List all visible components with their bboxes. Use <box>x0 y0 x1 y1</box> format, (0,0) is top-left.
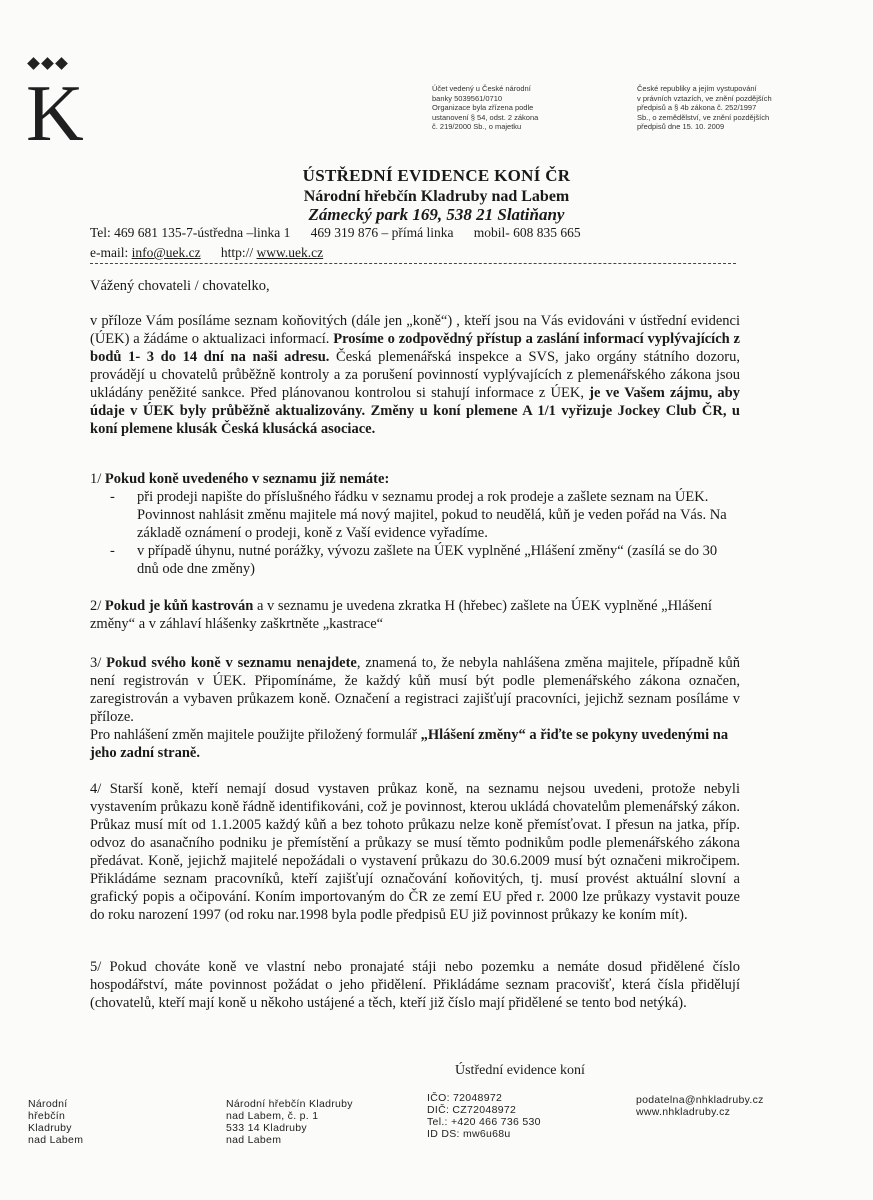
footer-line: Tel.: +420 466 736 530 <box>427 1116 541 1128</box>
web-link[interactable]: www.uek.cz <box>256 245 324 260</box>
greeting: Vážený chovateli / chovatelko, <box>90 278 270 294</box>
point-2 <box>90 597 740 633</box>
form-note-text: Pro nahlášení změn majitele použijte přiložený formulář <box>90 727 421 743</box>
footer-line: Kladruby <box>28 1122 72 1134</box>
phone-line: Tel: 469 681 135-7-ústředna –linka 1 469 319 876 – přímá linka mobil- 608 835 665 <box>90 225 581 240</box>
intro-paragraph <box>90 312 740 438</box>
intro-text: Česká plemenářská inspekce a SVS, jako orgány státního dozoru, provádějí u chovatelů průběžně kontroly a za porušení povinností vyplývajících z plemenářského zákona jsou ukládány peněžité sankce. Před plánovanou kontrolou si stahují informace z ÚEK, <box>90 349 740 401</box>
intro-text: v příloze Vám posíláme seznam koňovitých (dále jen „koně“) , kteří jsou na Vás evidováni v ústřední evidenci (ÚEK) a žádáme o aktualizaci informací. <box>90 313 740 347</box>
point-number: 1/ <box>90 471 105 487</box>
legal-info-line: předpisů a § 4b zákona č. 252/1997 <box>637 103 757 112</box>
footer-web[interactable]: www.nhkladruby.cz <box>636 1106 731 1118</box>
org-address: Zámecký park 169, 538 21 Slatiňany <box>308 205 565 224</box>
point-number: 2/ <box>90 598 105 614</box>
legal-info-line: předpisů dne 15. 10. 2009 <box>637 122 725 131</box>
bullet-dash: - <box>110 543 115 559</box>
org-subtitle: Národní hřebčín Kladruby nad Labem <box>303 188 570 205</box>
bullet-text: při prodeji napište do příslušného řádku v seznamu prodej a rok prodeje a zašlete seznam na ÚEK. Povinnost nahlásit změnu majitele má nový majitel, pokud to neudělá, kůň je veden pořád na Vás. Na základě oznámení o prodeji, koně z Vaší evidence vyřadíme. <box>137 489 727 541</box>
point-title: Pokud svého koně v seznamu nenajdete <box>106 655 357 671</box>
diamond-icon <box>41 57 54 70</box>
legal-info-line: České republiky a jejím vystupování <box>637 84 757 93</box>
form-note-emphasis: „Hlášení změny“ a řiďte se pokyny uvedenými na jeho zadní straně. <box>90 727 729 761</box>
bank-info-line: Organizace byla zřízena podle <box>432 103 534 112</box>
diamond-icon <box>27 57 40 70</box>
email-web-line <box>90 245 323 261</box>
email-label: e-mail: <box>90 245 129 260</box>
point-5: 5/ Pokud chováte koně ve vlastní nebo pronajaté stáji nebo pozemku a nemáte dosud přidělené číslo hospodářství, máte povinnost požádat o jeho přidělení. Přikládáme seznam pracovišť, která čísla přidělují (chovatelů, kteří mají koně u někoho ustájené a těch, kteří již číslo mají přidělené se tento bod netýká). <box>90 959 740 1011</box>
bank-info-line: banky 5039561/0710 <box>432 93 503 103</box>
footer-line: nad Labem <box>226 1134 282 1146</box>
footer-contact <box>636 1094 764 1118</box>
diamond-icon <box>55 57 68 70</box>
footer-line: 533 14 Kladruby <box>226 1122 307 1134</box>
footer-line: nad Labem <box>28 1134 84 1146</box>
legal-info-line: Sb., o zemědělství, ve znění pozdějších <box>637 112 770 122</box>
footer-email[interactable]: podatelna@nhkladruby.cz <box>636 1094 764 1106</box>
footer-line: ID DS: mw6u68u <box>427 1128 511 1140</box>
point-title: Pokud koně uvedeného v seznamu již nemáte: <box>104 471 390 487</box>
logo-diamonds <box>28 58 68 70</box>
bank-info-line: ustanovení § 54, odst. 2 zákona <box>432 112 539 122</box>
footer-org <box>28 1098 83 1146</box>
intro-emphasis: Prosíme o zodpovědný přístup a zaslání informací vyplývajících z bodů 1- 3 do 14 dní na naši adresu. <box>90 331 740 365</box>
org-name: ÚSTŘEDNÍ EVIDENCE KONÍ ČR <box>302 166 571 185</box>
point-number: 3/ <box>90 655 107 671</box>
footer-line: nad Labem, č. p. 1 <box>226 1110 319 1122</box>
point-text: , znamená to, že nebyla nahlášena změna majitele, případně kůň není registrován v ÚEK. Připomínáme, že každý kůň musí být podle plemenářského zákona označen, zaregistrován a vybaven průkazem koně. Označení a registraci zajišťují pracovníci, jejichž seznam posíláme v příloze. <box>90 655 740 725</box>
point-text: a v seznamu je uvedena zkratka H (hřebec) zašlete na ÚEK vyplněné „Hlášení změny“ a v záhlaví hlášenky zaškrtněte „kastrace“ <box>90 598 712 632</box>
point-1-heading <box>90 470 740 488</box>
footer-line: DIČ: CZ72048972 <box>427 1104 517 1116</box>
legal-info <box>637 84 837 132</box>
divider <box>90 263 736 264</box>
point-1-bullet-sale <box>110 488 740 542</box>
footer-address <box>226 1098 353 1146</box>
bank-info <box>432 84 592 132</box>
legal-info-line: v právních vztazích, ve znění pozdějších <box>637 93 772 103</box>
email-link[interactable]: info@uek.cz <box>131 245 201 260</box>
point-title: Pokud je kůň kastrován <box>104 598 254 614</box>
point-3 <box>90 654 740 726</box>
logo-k: K <box>26 70 84 158</box>
footer-line: hřebčín <box>28 1110 66 1122</box>
footer-ids <box>427 1092 541 1140</box>
point-3-form-note <box>90 726 740 762</box>
point-1-bullet-death <box>110 542 740 578</box>
signature: Ústřední evidence koní <box>455 1063 585 1078</box>
bank-info-line: Účet vedený u České národní <box>432 84 531 93</box>
bullet-text: v případě úhynu, nutné porážky, vývozu zašlete na ÚEK vyplněné „Hlášení změny“ (zasílá se do 30 dnů ode dne změny) <box>137 543 718 577</box>
bullet-dash: - <box>110 489 115 505</box>
web-label: http:// <box>220 245 254 260</box>
footer-line: Národní hřebčín Kladruby <box>226 1098 353 1110</box>
point-4: 4/ Starší koně, kteří nemají dosud vystaven průkaz koně, na seznamu nejsou uvedeni, protože nebyli vystavením průkazu koně řádně identifikováni, což je povinnost, kterou ukládá chovatelům plemenářský zákon. Průkaz musí mít od 1.1.2005 každý kůň a bez tohoto průkazu nelze koně přemísťovat. I přesun na jatka, příp. odvoz do asanačního podniku je přemístění a průkazy se musí těmto podnikům podle plemenářského zákona předávat. Koně, jejichž majitelé nepožádali o vystavení průkazu do 30.6.2009 musí být označeni mikročipem. Přikládáme seznam pracovníků, kteří zajišťují označování koňovitých, tj. musí provést aktuální slovní a grafický popis a očipování. Koním importovaným do ČR ze zemí EU před r. 2000 lze průkazy vystavit pouze do roku narození 1997 (od roku nar.1998 byla podle předpisů EU již povinnost průkazy ke koním mít). <box>90 781 740 923</box>
bank-info-line: č. 219/2000 Sb., o majetku <box>432 122 522 131</box>
footer-line: IČO: 72048972 <box>427 1092 503 1104</box>
footer-line: Národní <box>28 1098 68 1110</box>
intro-emphasis: je ve Vašem zájmu, aby údaje v ÚEK byly průběžně aktualizovány. Změny u koní plemene A 1/1 vyřizuje Jockey Club ČR, u koní plemene klusák Česká klusácká asociace. <box>90 385 741 437</box>
